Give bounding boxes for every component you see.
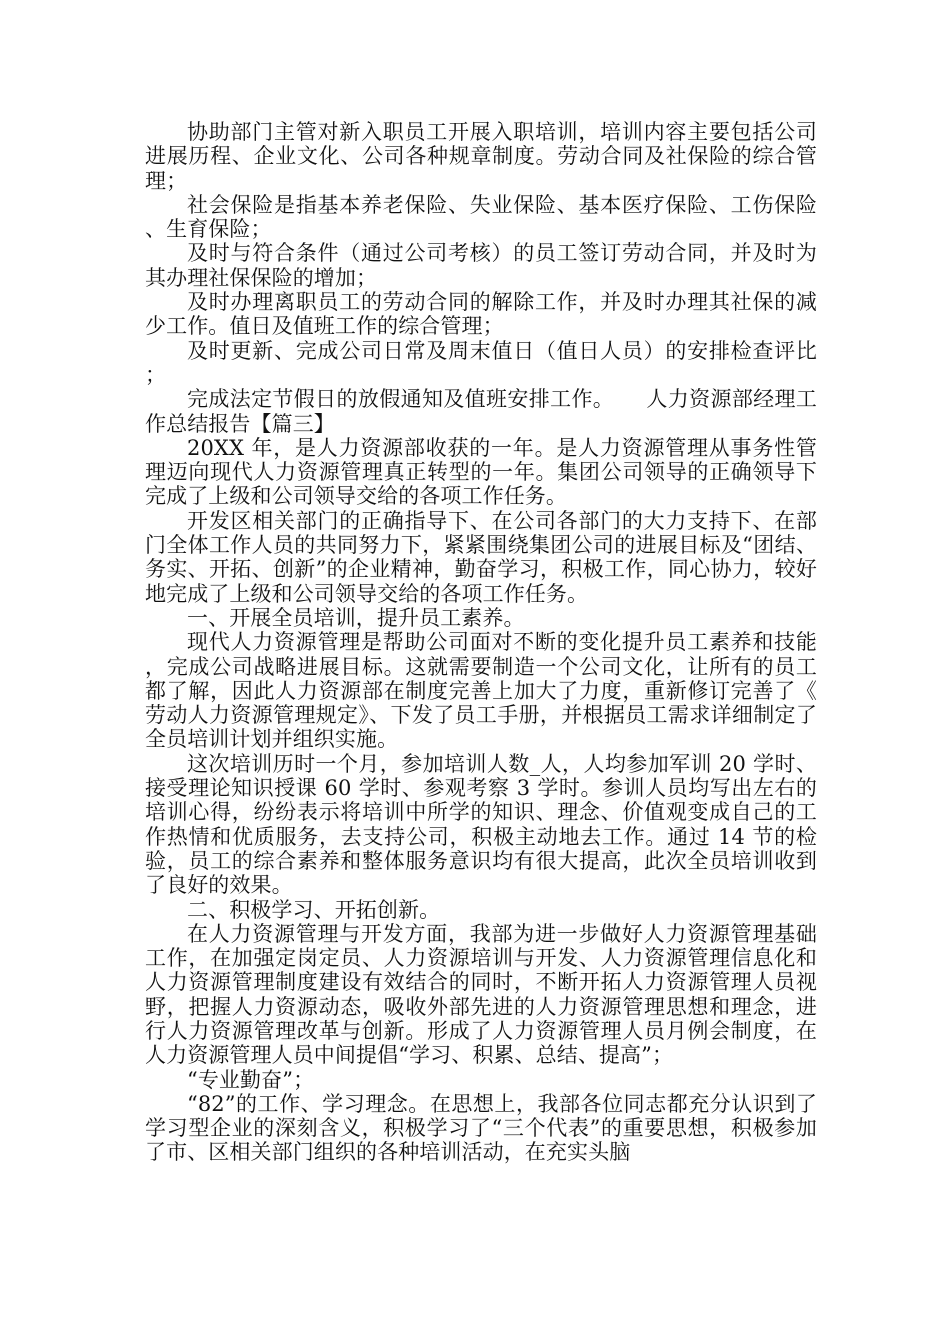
document-body (145, 120, 817, 1165)
paragraph-13: 在人力资源管理与开发方面，我部为进一步做好人力资源管理基础工作，在加强定岗定员、人力资源培训与开发、人力资源管理信息化和人力资源管理制度建设有效结合的同时，不断开拓人力资源管理人员视野，把握人力资源动态，吸收外部先进的人力资源管理思想和理念，进行人力资源管理改革与创新。形成了人力资源管理人员月例会制度，在人力资源管理人员中间提倡“学习、积累、总结、提高”； (145, 921, 817, 1068)
paragraph-11: 这次培训历时一个月，参加培训人数_人，人均参加军训 20 学时、接受理论知识授课 60 学时、参观考察 3 学时。参训人员均写出左右的培训心得，纷纷表示将培训中所学的知识、理念、价值观变成自己的工作热情和优质服务，去支持公司，积极主动地去工作。通过 14 节的检验，员工的综合素养和整体服务意识均有很大提高，此次全员培训收到了良好的效果。 (145, 751, 817, 898)
paragraph-2: 社会保险是指基本养老保险、失业保险、基本医疗保险、工伤保险、生育保险； (145, 192, 817, 242)
paragraph-14: “专业勤奋”； (187, 1067, 315, 1092)
section-heading-1: 一、开展全员培训，提升员工素养。 (187, 605, 525, 630)
paragraph-4: 及时办理离职员工的劳动合同的解除工作，并及时办理其社保的减少工作。值日及值班工作的综合管理； (145, 290, 817, 339)
paragraph-15: “82”的工作、学习理念。在思想上，我部各位同志都充分认识到了学习型企业的深刻含义，积极学习了“三个代表”的重要思想，积极参加了市、区相关部门组织的各种培训活动，在充实头脑 (145, 1091, 817, 1165)
section-heading-2: 二、积极学习、开拓创新。 (187, 897, 441, 922)
paragraph-5: 及时更新、完成公司日常及周末值日（值日人员）的安排检查评比； (145, 338, 817, 387)
paragraph-6: 完成法定节假日的放假通知及值班安排工作。 人力资源部经理工作总结报告【篇三】 (145, 387, 817, 436)
paragraph-1: 协助部门主管对新入职员工开展入职培训，培训内容主要包括公司进展历程、企业文化、公司各种规章制度。劳动合同及社保险的综合管理； (145, 120, 817, 193)
paragraph-8: 开发区相关部门的正确指导下、在公司各部门的大力支持下、在部门全体工作人员的共同努力下，紧紧围绕集团公司的进展目标及“团结、务实、开拓、创新”的企业精神，勤奋学习，积极工作，同心协力，较好地完成了上级和公司领导交给的各项工作任务。 (145, 508, 817, 606)
paragraph-3: 及时与符合条件（通过公司考核）的员工签订劳动合同，并及时为其办理社保保险的增加； (145, 241, 817, 290)
paragraph-7: 20XX 年，是人力资源部收获的一年。是人力资源管理从事务性管理迈向现代人力资源管理真正转型的一年。集团公司领导的正确领导下完成了上级和公司领导交给的各项工作任务。 (145, 435, 817, 509)
paragraph-10: 现代人力资源管理是帮助公司面对不断的变化提升员工素养和技能，完成公司战略进展目标。这就需要制造一个公司文化，让所有的员工都了解，因此人力资源部在制度完善上加大了力度，重新修订完善了《劳动人力资源管理规定》、下发了员工手册，并根据员工需求详细制定了全员培训计划并组织实施。 (145, 630, 817, 752)
